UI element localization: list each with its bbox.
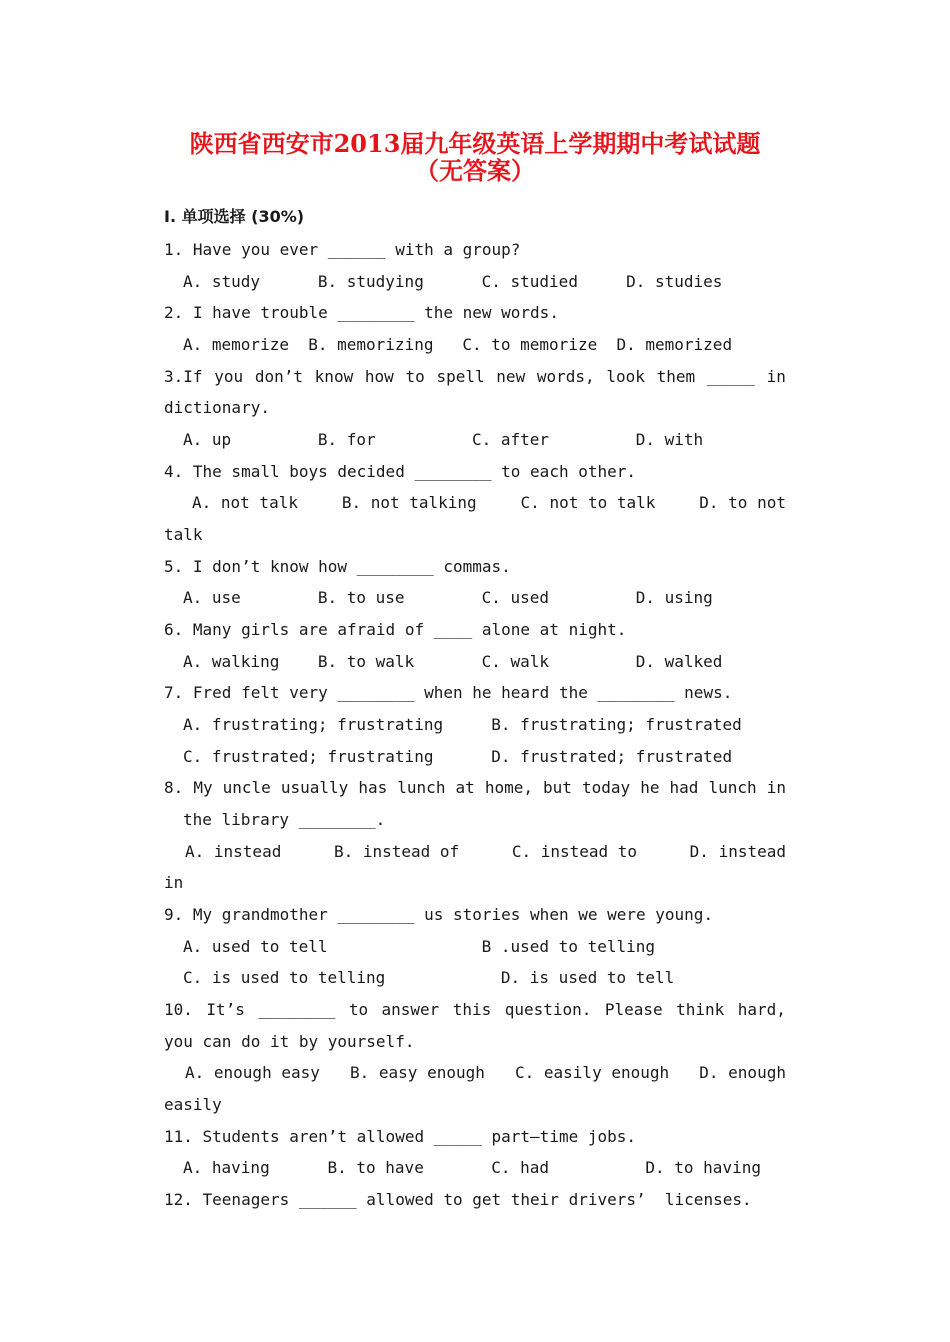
question-6: 6. Many girls are afraid of ____ alone at night. [164,620,627,639]
question-2: 2. I have trouble ________ the new words. [164,303,559,322]
word: don’t [254,367,303,386]
word: It’s [206,1000,245,1019]
option: A. enough easy [185,1063,320,1082]
word: today [581,778,631,797]
option: C. easily enough [515,1063,670,1082]
question-6-options: A. walking B. to walk C. walk D. walked [183,652,723,671]
question-10 [164,998,786,1022]
word: Please [604,1000,663,1019]
question-3 [164,365,786,389]
question-8-options [185,840,786,864]
word: question. [504,1000,592,1019]
word: but [543,778,572,797]
question-5-options: A. use B. to use C. used D. using [183,588,713,607]
question-7-options-cd: C. frustrated; frustrating D. frustrated; frustrated [183,747,733,766]
word: this [452,1000,492,1019]
word: has [358,778,388,797]
word: had [669,778,699,797]
word: spell [436,367,485,386]
question-1-options: A. study B. studying C. studied D. studies [183,272,723,291]
word: 8. [164,778,184,797]
word: ________ [258,1000,336,1019]
word: lunch [397,778,446,797]
question-10-cont: you can do it by yourself. [164,1032,415,1051]
section-heading: I. 单项选择 (30%) [164,207,305,226]
word: to [348,1000,369,1019]
question-9-options-ab: A. used to tell B .used to telling [183,937,656,956]
option: C. not to talk [520,493,656,512]
question-5: 5. I don’t know how ________ commas. [164,557,511,576]
question-10-options [185,1061,786,1085]
exam-title: 陕西省西安市2013届九年级英语上学期期中考试试题 [189,129,761,158]
question-7-options-ab: A. frustrating; frustrating B. frustrating; frustrated [183,715,742,734]
word: new [496,367,526,386]
question-11-options: A. having B. to have C. had D. to having [183,1158,761,1177]
question-11: 11. Students aren’t allowed _____ part—time jobs. [164,1127,637,1146]
word: them [656,367,696,386]
question-10-options-cont: easily [164,1095,222,1114]
question-4-options [192,491,786,515]
word: hard, [737,1000,786,1019]
question-8-options-cont: in [164,873,184,892]
word: 10. [164,1000,193,1019]
word: at [455,778,475,797]
question-2-options: A. memorize B. memorizing C. to memorize D. memorized [183,335,733,354]
word: look [606,367,645,386]
question-12: 12. Teenagers ______ allowed to get their drivers’ licenses. [164,1190,752,1209]
option: B. instead of [333,842,460,861]
word: lunch [708,778,757,797]
question-3-options: A. up B. for C. after D. with [183,430,704,449]
option: C. instead to [511,842,638,861]
word: know [314,367,354,386]
word: how [364,367,394,386]
question-8-cont: the library ________. [183,810,386,829]
question-4: 4. The small boys decided ________ to each other. [164,462,637,481]
option: B. easy enough [350,1063,485,1082]
word: answer [381,1000,440,1019]
question-8 [164,776,786,800]
word: My [193,778,213,797]
exam-title-note: （无答案） [415,156,535,185]
question-3-cont: dictionary. [164,398,270,417]
question-9-options-cd: C. is used to telling D. is used to tell [183,968,675,987]
word: to [405,367,425,386]
option: B. not talking [341,493,477,512]
option: D. enough [699,1063,786,1082]
word: uncle [222,778,271,797]
word: _____ [706,367,755,386]
question-9: 9. My grandmother ________ us stories when we were young. [164,905,714,924]
word: in [766,778,786,797]
word: you [214,367,244,386]
question-1: 1. Have you ever ______ with a group? [164,240,521,259]
option: D. instead [689,842,786,861]
word: 3.If [164,367,203,386]
word: usually [280,778,349,797]
word: words, [536,367,595,386]
question-4-options-cont: talk [164,525,203,544]
option: A. not talk [192,493,298,512]
word: in [766,367,786,386]
word: home, [484,778,533,797]
option: A. instead [185,842,282,861]
word: think [676,1000,725,1019]
option: D. to not [699,493,786,512]
question-7: 7. Fred felt very ________ when he heard the ________ news. [164,683,733,702]
word: he [640,778,660,797]
